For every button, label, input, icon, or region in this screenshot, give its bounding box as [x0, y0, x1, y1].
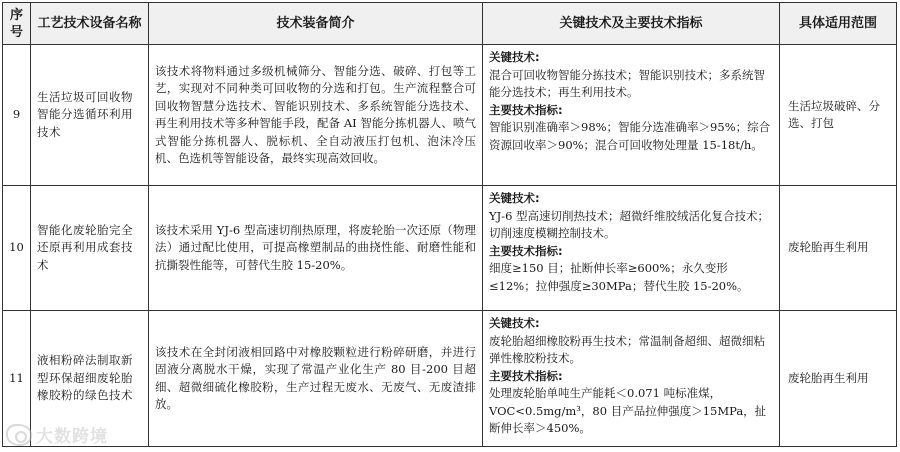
cloud-logo-icon [6, 424, 32, 446]
row-name: 液相粉碎法制取新型环保超细废轮胎橡胶粉的绿色技术 [31, 311, 149, 447]
indicator-text: 智能识别准确率＞98%；智能分选准确率＞95%；综合资源回收率＞90%；混合可回收物处理量 15-18t/h。 [489, 120, 771, 152]
header-scope: 具体适用范围 [780, 3, 897, 45]
key-tech-title: 关键技术: [489, 316, 540, 330]
header-keys: 关键技术及主要技术指标 [483, 3, 780, 45]
row-scope: 废轮胎再生利用 [780, 311, 897, 447]
header-desc: 技术装备简介 [149, 3, 483, 45]
indicator-title: 主要技术指标: [489, 102, 563, 117]
watermark-text: 大数跨境 [36, 427, 108, 447]
table-row [3, 311, 897, 447]
header-num: 序号 [3, 3, 31, 45]
row-num: 11 [3, 311, 31, 447]
key-tech-text: 废轮胎超细橡胶粉再生技术；常温制备超细、超微细粘弹性橡胶粉技术。 [489, 333, 765, 365]
indicator-text: 细度≥150 目；扯断伸长率≥600%；永久变形≤12%；拉伸强度≥30MPa；替代生胶 15-20%。 [489, 261, 749, 293]
table-row [3, 186, 897, 311]
row-desc: 该技术将物料通过多级机械筛分、智能分选、破碎、打包等工艺，实现对不同种类可回收物的分选和打包。生产流程整合可回收物智慧分选技术、智能识别技术、多系统智能分选技术、再生利用技术等多种智能手段，配备 AI 智能分拣机器人、喷气式智能分拣机器人、脱标机、全自动液压打包机、泡沫冷压机、色选机等智能设备，最终实现高效回收。 [149, 45, 483, 186]
key-tech-title: 关键技术: [489, 191, 540, 205]
row-keys [483, 45, 780, 186]
key-tech-text: 混合可回收物智能分拣技术；智能识别技术；多系统智能分选技术；再生利用技术。 [489, 67, 765, 99]
key-tech-text: YJ-6 型高速切削热技术；超微纤维胶绒活化复合技术；切削速度模糊控制技术。 [489, 208, 770, 240]
header-name: 工艺技术设备名称 [31, 3, 149, 45]
header-row [3, 3, 897, 45]
row-num: 10 [3, 186, 31, 311]
indicator-text: 处理废轮胎单吨生产能耗＜0.071 吨标准煤，VOC<0.5mg/m³，80 目产品拉伸强度＞15MPa，扯断伸长率＞450%。 [489, 386, 767, 435]
row-name: 生活垃圾可回收物智能分选循环利用技术 [31, 45, 149, 186]
row-keys [483, 186, 780, 311]
row-scope: 废轮胎再生利用 [780, 186, 897, 311]
technology-table [2, 2, 897, 447]
watermark [6, 422, 108, 447]
indicator-title: 主要技术指标: [489, 243, 563, 258]
row-scope: 生活垃圾破碎、分选、打包 [780, 45, 897, 186]
row-keys [483, 311, 780, 447]
row-desc: 该技术采用 YJ-6 型高速切削热原理，将废轮胎一次还原（物理法）通过配比使用，可提高橡塑制品的曲挠性能、耐磨性能和抗撕裂性能等，可替代生胶 15-20%。 [149, 186, 483, 311]
row-name: 智能化废轮胎完全还原再利用成套技术 [31, 186, 149, 311]
key-tech-title: 关键技术: [489, 50, 540, 64]
row-desc: 该技术在全封闭液相回路中对橡胶颗粒进行粉碎研磨，并进行固液分离脱水干燥，实现了常温产业化生产 80 目-200 目超细、超微细硫化橡胶粉，生产过程无废水、无废气、无废渣排放。 [149, 311, 483, 447]
table-row [3, 45, 897, 186]
row-num: 9 [3, 45, 31, 186]
indicator-title: 主要技术指标: [489, 368, 563, 383]
